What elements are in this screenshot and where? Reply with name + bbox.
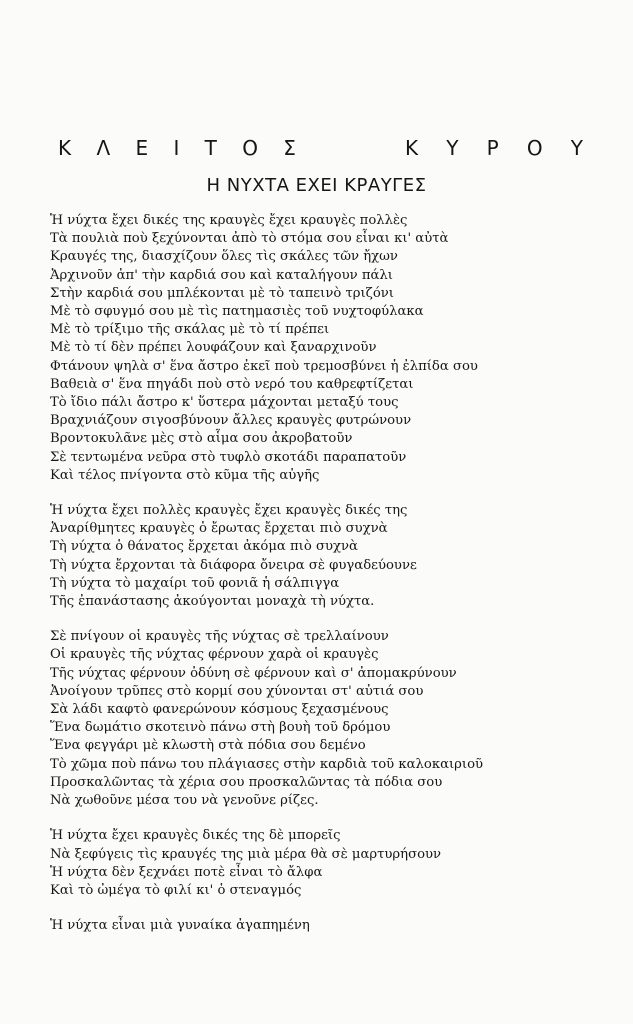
poem-line: Οἱ κραυγὲς τῆς νύχτας φέρνουν χαρὰ οἱ κραυγὲς [50, 647, 379, 663]
poem-line: Σὲ πνίγουν οἱ κραυγὲς τῆς νύχτας σὲ τρελλαίνουν [50, 629, 389, 645]
poem-line: Ἡ νύχτα ἔχει δικές της κραυγὲς ἔχει κραυγὲς πολλὲς [50, 213, 408, 228]
author-letter: Λ [96, 136, 111, 160]
poem-line: Μὲ τὸ τρίξιμο τῆς σκάλας μὲ τὸ τί πρέπει [50, 322, 330, 338]
poem-line: Βροντοκυλᾶνε μὲς στὸ αἷμα σου ἀκροβατοῦν [50, 431, 353, 447]
author-first-name [58, 136, 296, 160]
author-letter: Κ [58, 136, 72, 160]
poem-line: Σὰ λάδι καφτὸ φανερώνουν κόσμους ξεχασμένους [50, 702, 389, 718]
poem-body [50, 212, 610, 952]
poem-line: Ἀρχινοῦν ἀπ' τὴν καρδιά σου καὶ καταλήγουν πάλι [50, 267, 393, 283]
poem-line: Στὴν καρδιά σου μπλέκονται μὲ τὸ ταπεινὸ τριζόνι [50, 285, 394, 301]
author-letter: Υ [446, 136, 459, 160]
poem-line: Τὴ νύχτα τὸ μαχαίρι τοῦ φονιᾶ ἡ σάλπιγγα [50, 575, 340, 591]
poem-line: Μὲ τὸ σφυγμό σου μὲ τὶς πατημασιὲς τοῦ νυχτοφύλακα [50, 304, 424, 320]
poem-line: Τὴ νύχτα ὁ θάνατος ἔρχεται ἀκόμα πιὸ συχνὰ [50, 539, 358, 555]
poem-line: Μὲ τὸ τί δὲν πρέπει λουφάζουν καὶ ξαναρχινοῦν [50, 340, 377, 356]
poem-line: Τῆς νύχτας φέρνουν ὀδύνη σὲ φέρνουν καὶ σ' ἀπομακρύνουν [50, 665, 457, 681]
author-letter: Ι [173, 136, 180, 160]
poem-line: Τὸ ἴδιο πάλι ἄστρο κ' ὕστερα μάχονται μεταξύ τους [50, 395, 399, 411]
poem-line: Προσκαλῶντας τὰ χέρια σου προσκαλῶντας τὰ πόδια σου [50, 774, 443, 790]
poem-line: Τῆς ἐπανάστασης ἀκούγονται μοναχὰ τὴ νύχτα. [50, 594, 375, 610]
poem-line: Φτάνουν ψηλὰ σ' ἕνα ἄστρο ἐκεῖ ποὺ τρεμοσβύνει ἡ ἐλπίδα σου [50, 358, 478, 374]
poem-line: Ἕνα δωμάτιο σκοτεινὸ πάνω στὴ βουὴ τοῦ δρόμου [50, 720, 391, 736]
poem-line: Ἀναρίθμητες κραυγὲς ὁ ἔρωτας ἔρχεται πιὸ συχνὰ [50, 521, 388, 537]
poem-line: Καὶ τὸ ὠμέγα τὸ φιλί κι' ὁ στεναγμός [50, 882, 302, 898]
poem-line: Τὸ χῶμα ποὺ πάνω του πλάγιασες στὴν καρδιὰ τοῦ καλοκαιριοῦ [50, 756, 484, 772]
poem-title: Η ΝΥΧΤΑ ΕΧΕΙ ΚΡΑΥΓΕΣ [206, 175, 427, 196]
author-letter: Τ [204, 136, 217, 160]
poem-line: Τὴ νύχτα ἔρχονται τὰ διάφορα ὄνειρα σὲ φυγαδεύουνε [50, 557, 417, 573]
poem-line: Νὰ χωθοῦνε μέσα του νὰ γενοῦνε ρίζες. [50, 793, 319, 809]
author-letter: Ο [526, 136, 543, 160]
poem-line: Ἡ νύχτα ἔχει πολλὲς κραυγὲς ἔχει κραυγὲς δικές της [50, 503, 408, 519]
author-letter: Σ [283, 136, 296, 160]
poem-line: Ἕνα φεγγάρι μὲ κλωστὴ στὰ πόδια σου δεμένο [50, 738, 366, 754]
poem-line: Ἡ νύχτα ἔχει κραυγὲς δικές της δὲ μπορεῖς [50, 828, 341, 844]
author-letter: Υ [570, 136, 583, 160]
author-letter: Ρ [486, 136, 499, 160]
stanza [50, 827, 610, 900]
poem-line: Σὲ τεντωμένα νεῦρα στὸ τυφλὸ σκοτάδι παραπατοῦν [50, 449, 407, 465]
stanza [50, 628, 610, 810]
author-letter: Ο [242, 136, 258, 160]
poem-line: Ἡ νύχτα δὲν ξεχνάει ποτὲ εἶναι τὸ ἄλφα [50, 864, 323, 880]
author-letter: Κ [405, 136, 419, 160]
poem-line: Τὰ πουλιὰ ποὺ ξεχύνονται ἀπὸ τὸ στόμα σου εἶναι κι' αὐτὰ [50, 231, 449, 247]
author-letter: Ε [135, 136, 149, 160]
poem-line: Καὶ τέλος πνίγοντα στὸ κῦμα τῆς αὐγῆς [50, 467, 320, 483]
poem-line: Ἡ νύχτα εἶναι μιὰ γυναίκα ἀγαπημένη [50, 918, 310, 934]
poem-line: Κραυγές της, διασχίζουν ὅλες τὶς σκάλες τῶν ἤχων [50, 249, 398, 265]
stanza [50, 502, 610, 611]
poem-line: Βραχνιάζουν σιγοσβύνουν ἄλλες κραυγὲς φυτρώνουν [50, 413, 412, 429]
author-last-name [405, 136, 583, 160]
poem-line: Βαθειὰ σ' ἕνα πηγάδι ποὺ στὸ νερό του καθρεφτίζεται [50, 376, 414, 392]
stanza [50, 917, 610, 935]
stanza [50, 212, 610, 485]
author-name [58, 136, 583, 160]
poem-line: Νὰ ξεφύγεις τὶς κραυγές της μιὰ μέρα θὰ σὲ μαρτυρήσουν [50, 846, 442, 862]
poem-line: Ἀνοίγουν τρῦπες στὸ κορμί σου χύνονται στ' αὐτιά σου [50, 683, 424, 699]
